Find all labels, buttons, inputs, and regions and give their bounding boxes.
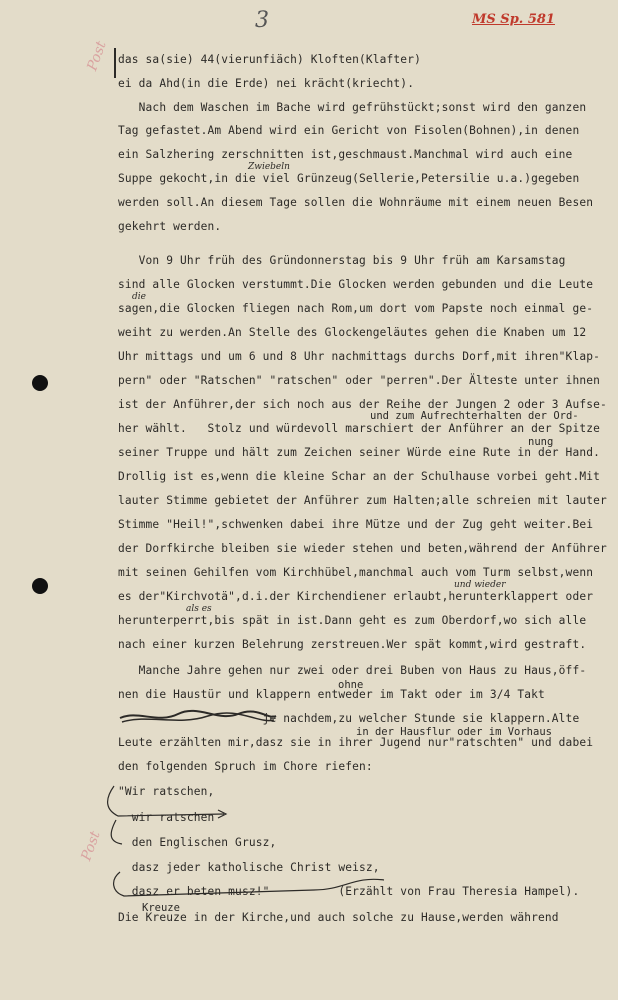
text-line: Nach dem Waschen im Bache wird gefrühstückt;sonst wird den ganzen bbox=[118, 101, 587, 114]
text-line: herunterperrt,bis spät in ist.Dann geht es zum Oberdorf,wo sich alle bbox=[118, 614, 587, 627]
handwritten-insert-die: die bbox=[132, 292, 146, 302]
typed-insert-kreuze: Kreuze bbox=[142, 902, 180, 914]
text-line: ei da Ahd(in die Erde) nei krächt(kriecht). bbox=[118, 77, 415, 90]
text-line: her wählt. Stolz und würdevoll marschiert der Anführer an der Spitze bbox=[118, 422, 600, 435]
text-line: seiner Truppe und hält zum Zeichen seiner Würde eine Rute in der Hand. bbox=[118, 446, 600, 459]
typed-insert-hausflur: in der Hausflur oder im Vorhaus bbox=[356, 726, 552, 738]
strikeout-scribble bbox=[118, 708, 278, 726]
text-line: Tag gefastet.Am Abend wird ein Gericht von Fisolen(Bohnen),in denen bbox=[118, 124, 580, 137]
text-line: ist der Anführer,der sich noch aus der Reihe der Jungen 2 oder 3 Aufse- bbox=[118, 398, 607, 411]
punch-hole-top bbox=[32, 375, 48, 391]
text-line: lauter Stimme gebietet der Anführer zum Halten;alle schreien mit lauter bbox=[118, 494, 607, 507]
margin-stamp-top: Post bbox=[84, 39, 110, 73]
typed-insert-ohne: ohne bbox=[338, 679, 364, 691]
text-line: werden soll.An diesem Tage sollen die Wohnräume mit einem neuen Besen bbox=[118, 196, 594, 209]
punch-hole-bottom bbox=[32, 578, 48, 594]
text-line: nach einer kurzen Belehrung zerstreuen.Wer spät kommt,wird gestraft. bbox=[118, 638, 587, 651]
text-line: sind alle Glocken verstummt.Die Glocken werden gebunden und die Leute bbox=[118, 278, 594, 291]
text-line: sagen,die Glocken fliegen nach Rom,um dort vom Papste noch einmal ge- bbox=[118, 302, 594, 315]
verse-line: "Wir ratschen, bbox=[118, 785, 215, 798]
text-line: Manche Jahre gehen nur zwei oder drei Buben von Haus zu Haus,öff- bbox=[118, 664, 587, 677]
text-line: den folgenden Spruch im Chore riefen: bbox=[118, 760, 373, 773]
text-line: Suppe gekocht,in die viel Grünzeug(Sellerie,Petersilie u.a.)gegeben bbox=[118, 172, 580, 185]
margin-bar bbox=[114, 48, 116, 78]
text-line: das sa(sie) 44(vierunfiäch) Kloften(Klafter) bbox=[118, 53, 421, 66]
text-line: Stimme "Heil!",schwenken dabei ihre Mütze und der Zug geht weiter.Bei bbox=[118, 518, 594, 531]
handwritten-insert-und-wieder: und wieder bbox=[454, 580, 506, 590]
text-line: der Dorfkirche bleiben sie wieder stehen und beten,während der Anführer bbox=[118, 542, 607, 555]
text-line: Von 9 Uhr früh des Gründonnerstag bis 9 Uhr früh am Karsamstag bbox=[118, 254, 566, 267]
page-number: 3 bbox=[255, 8, 269, 33]
text-line: gekehrt werden. bbox=[118, 220, 222, 233]
margin-stamp-bottom: Post bbox=[78, 829, 104, 863]
text-line: Uhr mittags und um 6 und 8 Uhr nachmittags durchs Dorf,mit ihren"Klap- bbox=[118, 350, 600, 363]
verse-line: dasz er beten musz!" (Erzählt von Frau Theresia Hampel). bbox=[118, 885, 580, 898]
verse-line: dasz jeder katholische Christ weisz, bbox=[118, 861, 380, 874]
text-line: nen die Haustür und klappern entweder im Takt oder im 3/4 Takt bbox=[118, 688, 545, 701]
text-line: je nachdem,zu welcher Stunde sie klappern.Alte bbox=[118, 712, 580, 725]
text-line: Die Kreuze in der Kirche,und auch solche zu Hause,werden während bbox=[118, 911, 559, 924]
handwritten-insert-als-es: als es bbox=[186, 604, 212, 614]
verse-line: den Englischen Grusz, bbox=[118, 836, 277, 849]
text-line: ein Salzhering zerschnitten ist,geschmaust.Manchmal wird auch eine bbox=[118, 148, 573, 161]
typed-insert-ordnung: und zum Aufrechterhalten der Ord- bbox=[370, 410, 579, 422]
text-line: Drollig ist es,wenn die kleine Schar an der Schulhause vorbei geht.Mit bbox=[118, 470, 600, 483]
typed-insert-nung: nung bbox=[528, 436, 554, 448]
handwritten-arrows bbox=[104, 780, 404, 920]
text-line: pern" oder "Ratschen" "ratschen" oder "perren".Der Älteste unter ihnen bbox=[118, 374, 600, 387]
text-line: mit seinen Gehilfen vom Kirchhübel,manchmal auch vom Turm selbst,wenn bbox=[118, 566, 594, 579]
verse-line: wir ratschen bbox=[118, 811, 215, 824]
text-line: Leute erzählten mir,dasz sie in ihrer Jugend nur"ratschten" und dabei bbox=[118, 736, 594, 749]
text-line: es der"Kirchvotä",d.i.der Kirchendiener erlaubt,herunterklappert oder bbox=[118, 590, 594, 603]
archive-reference: MS Sp. 581 bbox=[472, 12, 555, 27]
text-line: weiht zu werden.An Stelle des Glockengeläutes gehen die Knaben um 12 bbox=[118, 326, 587, 339]
handwritten-insert-zwiebeln: Zwiebeln bbox=[248, 162, 290, 172]
